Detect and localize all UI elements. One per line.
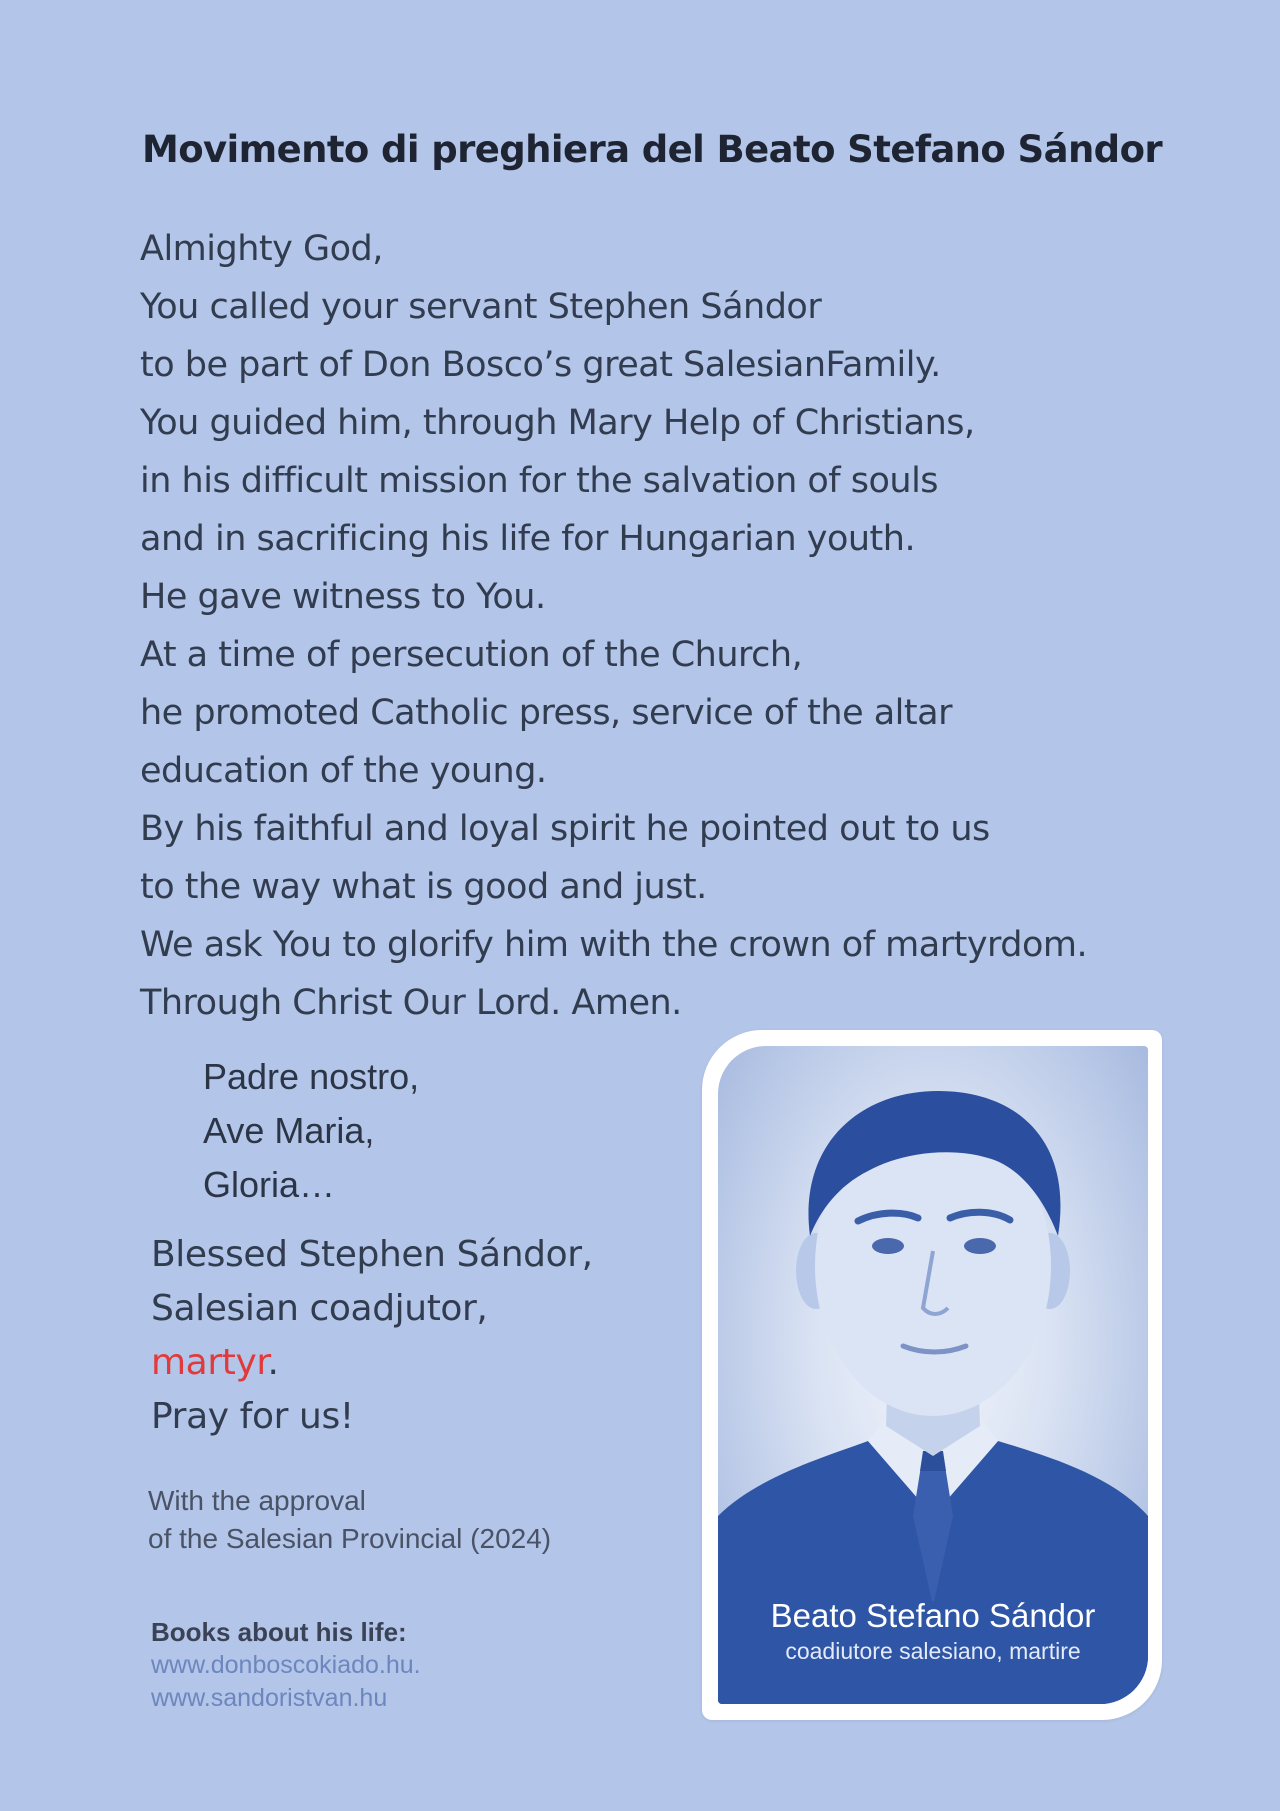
page-title: Movimento di preghiera del Beato Stefano Sándor	[142, 128, 1163, 171]
invocation-line: Pray for us!	[151, 1396, 354, 1437]
prayer-line: education of the young.	[140, 751, 547, 791]
prayer-line: and in sacrificing his life for Hungarian youth.	[140, 519, 916, 559]
prayer-line: He gave witness to You.	[140, 577, 546, 617]
martyr-word: martyr	[151, 1342, 268, 1383]
portrait-frame	[718, 1046, 1148, 1704]
prayer-line: in his difficult mission for the salvation of souls	[140, 461, 939, 501]
invocation-line: Salesian coadjutor,	[151, 1288, 488, 1329]
portrait-card	[702, 1030, 1162, 1720]
books-section	[151, 1615, 421, 1715]
portrait-name: Beato Stefano Sándor	[770, 1597, 1096, 1634]
prayer-line: Through Christ Our Lord. Amen.	[140, 983, 682, 1023]
prayer-line: At a time of persecution of the Church,	[140, 635, 803, 675]
approval-line: of the Salesian Provincial (2024)	[148, 1523, 552, 1554]
portrait-caption	[718, 1596, 1148, 1666]
prayer-line: We ask You to glorify him with the crown of martyrdom.	[140, 925, 1088, 965]
books-link-donboscokiado[interactable]: www.donboscokiado.hu.	[151, 1651, 421, 1679]
short-prayer: Ave Maria,	[203, 1110, 375, 1151]
prayer-line: to be part of Don Bosco’s great SalesianFamily.	[140, 345, 941, 385]
invocation-line-martyr	[151, 1336, 593, 1390]
books-heading: Books about his life:	[151, 1617, 407, 1647]
short-prayers	[203, 1050, 419, 1212]
prayer-line: he promoted Catholic press, service of the altar	[140, 693, 952, 733]
martyr-punctuation: .	[267, 1342, 279, 1383]
approval-note	[148, 1482, 551, 1558]
short-prayer: Gloria…	[203, 1164, 336, 1205]
prayer-text	[140, 220, 1087, 1032]
prayer-line: Almighty God,	[140, 229, 383, 269]
approval-line: With the approval	[148, 1485, 366, 1516]
books-link-sandoristvan[interactable]: www.sandoristvan.hu	[151, 1684, 388, 1712]
portrait-role: coadiutore salesiano, martire	[785, 1638, 1081, 1664]
short-prayer: Padre nostro,	[203, 1056, 420, 1097]
prayer-line: to the way what is good and just.	[140, 867, 707, 907]
prayer-line: You called your servant Stephen Sándor	[140, 287, 822, 327]
prayer-line: By his faithful and loyal spirit he pointed out to us	[140, 809, 990, 849]
invocation-line: Blessed Stephen Sándor,	[151, 1234, 593, 1275]
prayer-line: You guided him, through Mary Help of Christians,	[140, 403, 975, 443]
invocation	[151, 1228, 593, 1444]
